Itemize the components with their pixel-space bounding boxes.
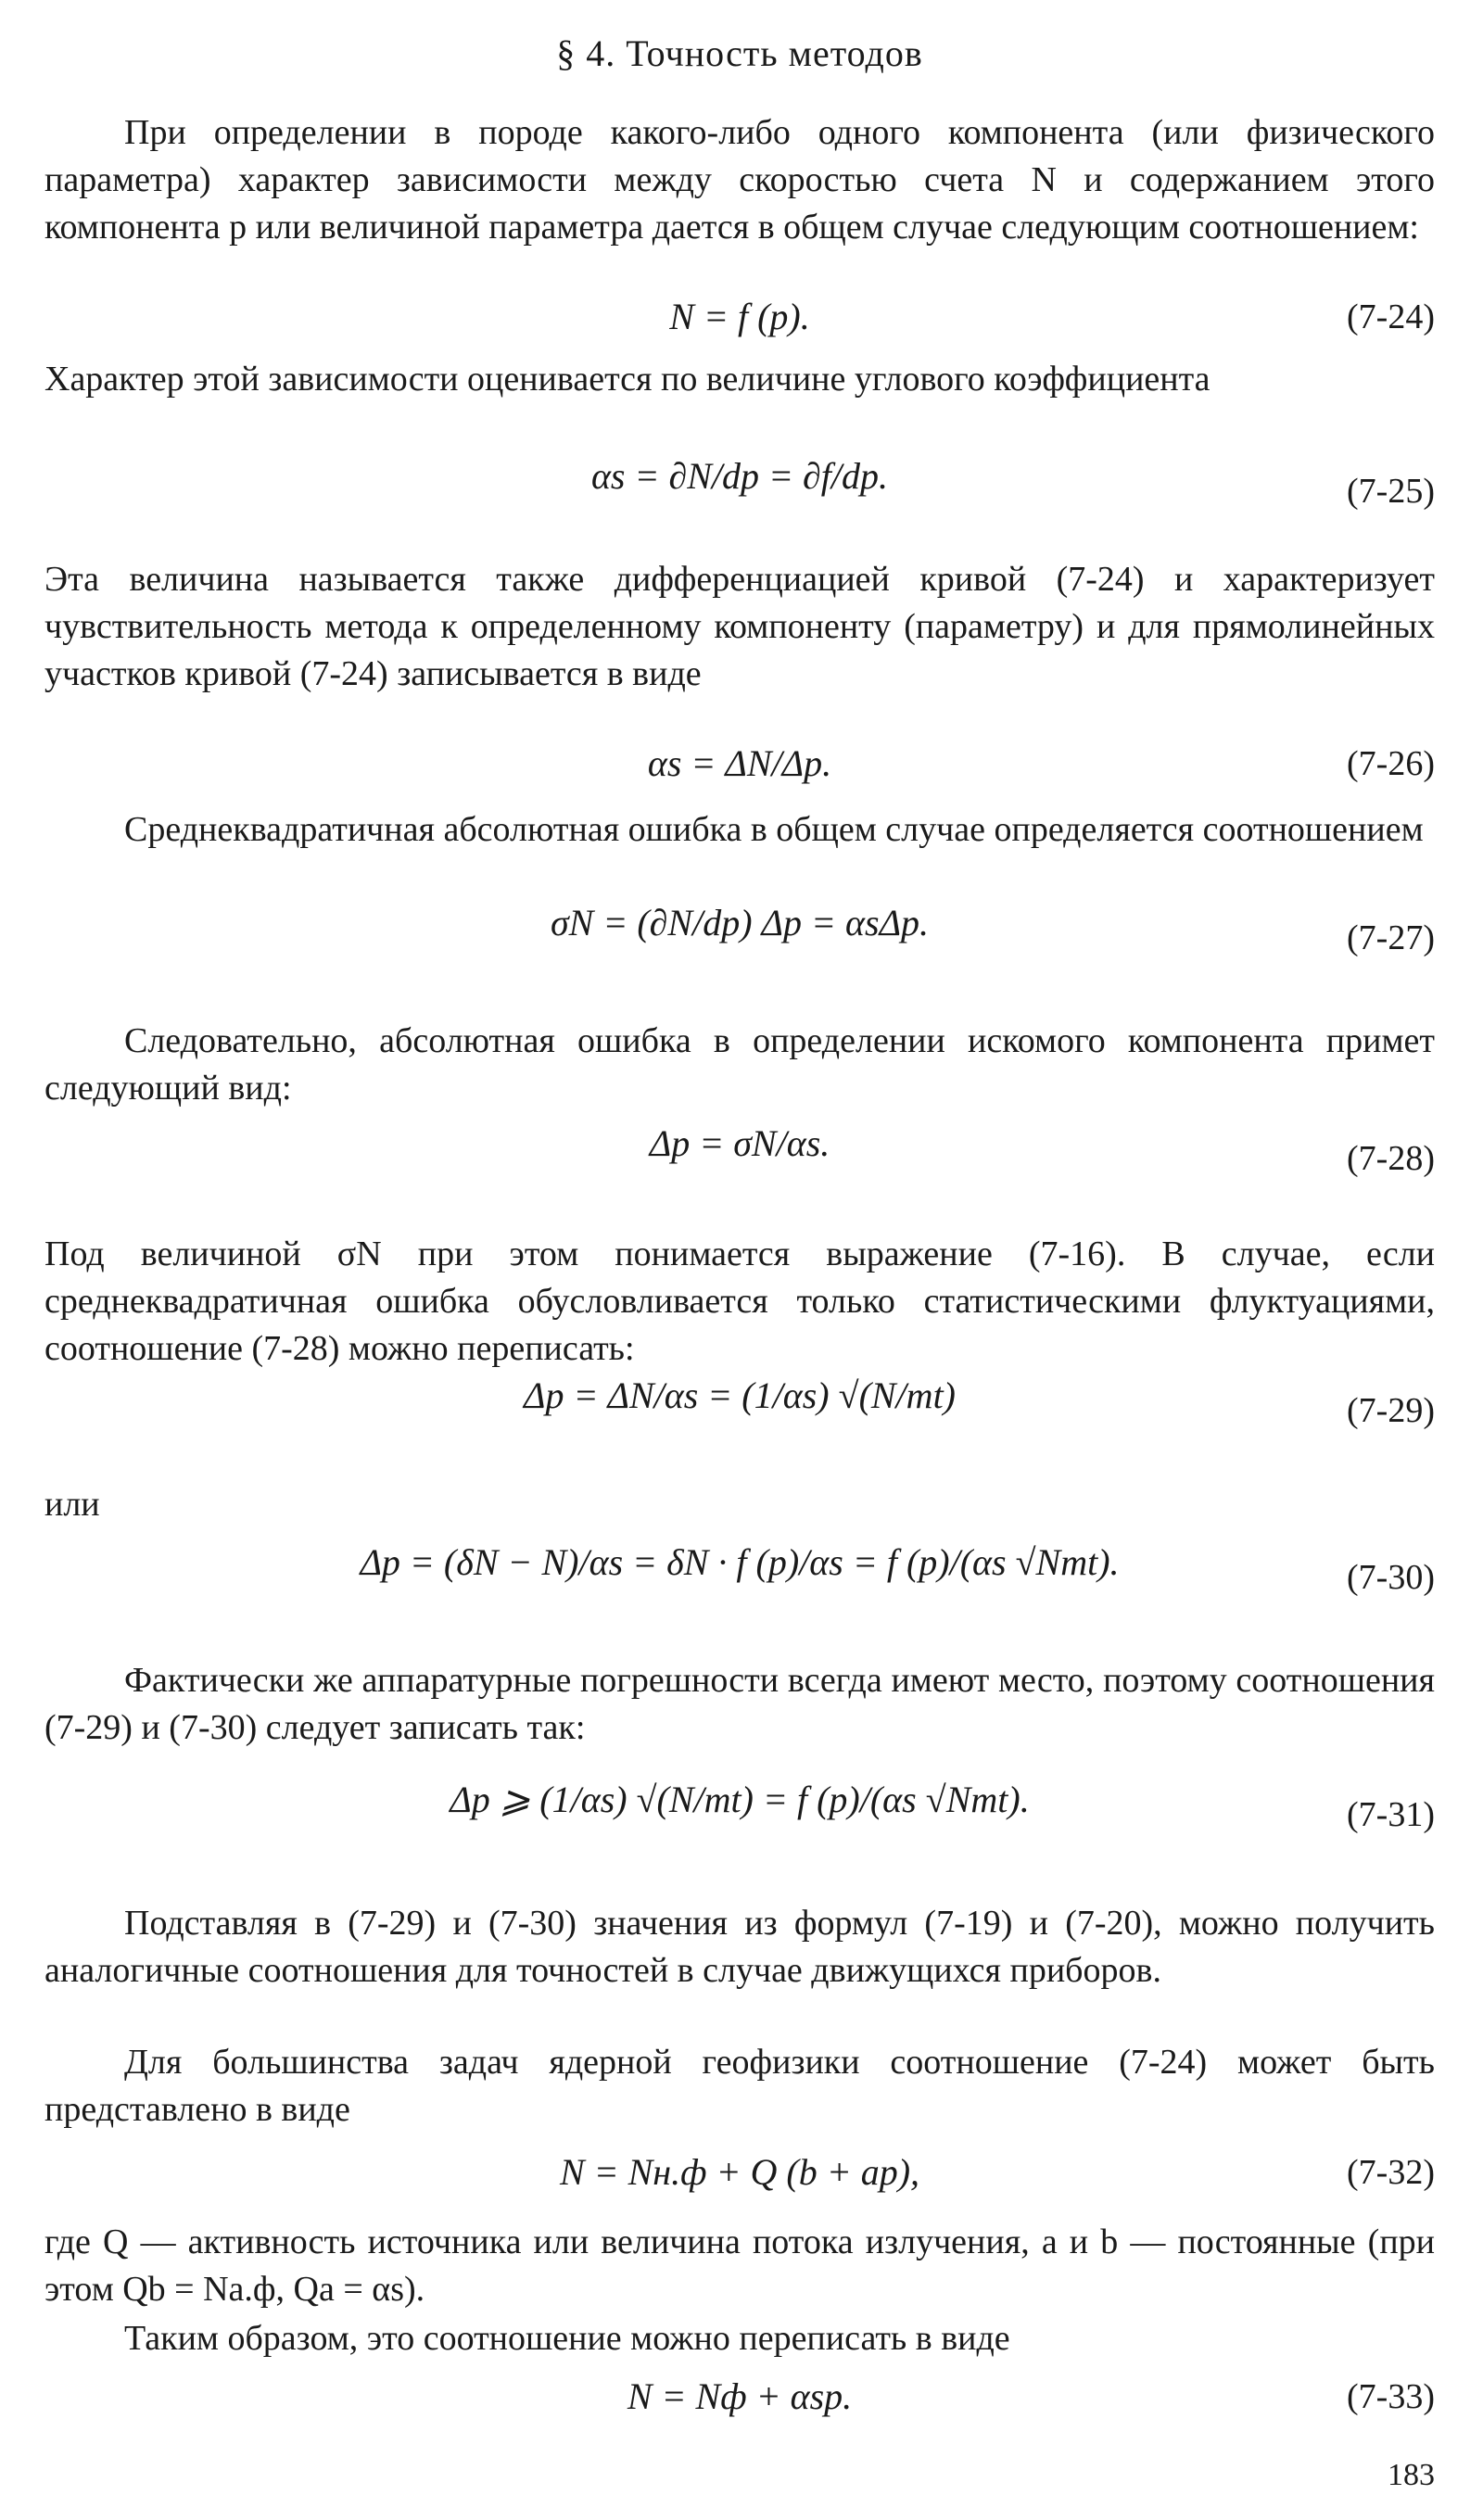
paragraph-1: При определении в породе какого-либо одного компонента (или физического параметра) характер зависимости между скоростью счета N и содержанием этого компонента p или величиной параметра дается в общем случае следующим соотношением: <box>44 113 1435 247</box>
equation-7-30-number: (7-30) <box>1347 1558 1435 1597</box>
paragraph-7: Фактически же аппаратурные погрешности всегда имеют место, поэтому соотношения (7-29) и (7-30) следует записать так: <box>44 1661 1435 1747</box>
paragraph-8: Подставляя в (7-29) и (7-30) значения из формул (7-19) и (7-20), можно получить аналогичные соотношения для точностей в случае движущихся приборов. <box>44 1904 1435 1990</box>
equation-7-28-formula: Δp = σN/αs. <box>649 1122 830 1164</box>
paragraph-11: Таким образом, это соотношение можно переписать в виде <box>124 2319 1010 2358</box>
equation-7-31 <box>44 1768 1435 1870</box>
equation-7-24-number: (7-24) <box>1347 298 1435 336</box>
paragraph-6: Под величиной σN при этом понимается выражение (7-16). В случае, если среднеквадратичная ошибка обусловливается только статистическими флуктуациями, соотношение (7-28) можно переписать: <box>44 1235 1435 1368</box>
equation-7-28 <box>44 1112 1435 1214</box>
equation-7-25 <box>44 445 1435 547</box>
equation-7-33-number: (7-33) <box>1347 2377 1435 2416</box>
equation-7-26 <box>44 741 1435 797</box>
equation-7-27-number: (7-27) <box>1347 918 1435 957</box>
paragraph-2: Характер этой зависимости оценивается по величине углового коэффициента <box>44 360 1210 399</box>
equation-7-24 <box>44 295 1435 350</box>
equation-7-33 <box>44 2374 1435 2430</box>
equation-7-26-number: (7-26) <box>1347 744 1435 783</box>
paragraph-3: Эта величина называется также дифференциацией кривой (7-24) и характеризует чувствительность метода к определенному компоненту (параметру) и для прямолинейных участков кривой (7-24) записывается в виде <box>44 560 1435 693</box>
page-number: 183 <box>1388 2458 1435 2492</box>
equation-7-28-number: (7-28) <box>1347 1139 1435 1178</box>
equation-7-31-formula: Δp ⩾ (1/αs) √(N/mt) = f (p)/(αs √Nmt). <box>450 1779 1030 1820</box>
equation-7-31-number: (7-31) <box>1347 1795 1435 1834</box>
equation-7-30-formula: Δp = (δN − N)/αs = δN · f (p)/αs = f (p)/(αs √Nmt). <box>360 1541 1120 1583</box>
equation-7-27 <box>44 892 1435 994</box>
book-page <box>44 0 1435 2520</box>
paragraph-10: где Q — активность источника или величина потока излучения, a и b — постоянные (при этом Qb = Nа.ф, Qa = αs). <box>44 2222 1435 2309</box>
paragraph-5: Следовательно, абсолютная ошибка в определении искомого компонента примет следующий вид: <box>44 1021 1435 1108</box>
equation-7-25-number: (7-25) <box>1347 472 1435 511</box>
equation-7-30 <box>44 1531 1435 1633</box>
equation-7-24-formula: N = f (p). <box>669 296 810 337</box>
equation-7-32-number: (7-32) <box>1347 2153 1435 2192</box>
word-or: или <box>44 1485 100 1524</box>
paragraph-4: Среднеквадратичная абсолютная ошибка в общем случае определяется соотношением <box>124 810 1424 849</box>
equation-7-26-formula: αs = ΔN/Δp. <box>647 742 832 784</box>
equation-7-32 <box>44 2150 1435 2206</box>
equation-7-29-formula: Δp = ΔN/αs = (1/αs) √(N/mt) <box>524 1374 956 1416</box>
equation-7-32-formula: N = Nн.ф + Q (b + ap), <box>559 2151 920 2193</box>
paragraph-9: Для большинства задач ядерной геофизики соотношение (7-24) может быть представлено в виде <box>44 2043 1435 2129</box>
equation-7-25-formula: αs = ∂N/dp = ∂f/dp. <box>590 455 889 497</box>
equation-7-29-number: (7-29) <box>1347 1391 1435 1430</box>
equation-7-33-formula: N = Nф + αsp. <box>627 2375 853 2417</box>
equation-7-29 <box>44 1364 1435 1466</box>
section-title: § 4. Точность методов <box>556 32 923 74</box>
equation-7-27-formula: σN = (∂N/dp) Δp = αsΔp. <box>550 902 930 943</box>
